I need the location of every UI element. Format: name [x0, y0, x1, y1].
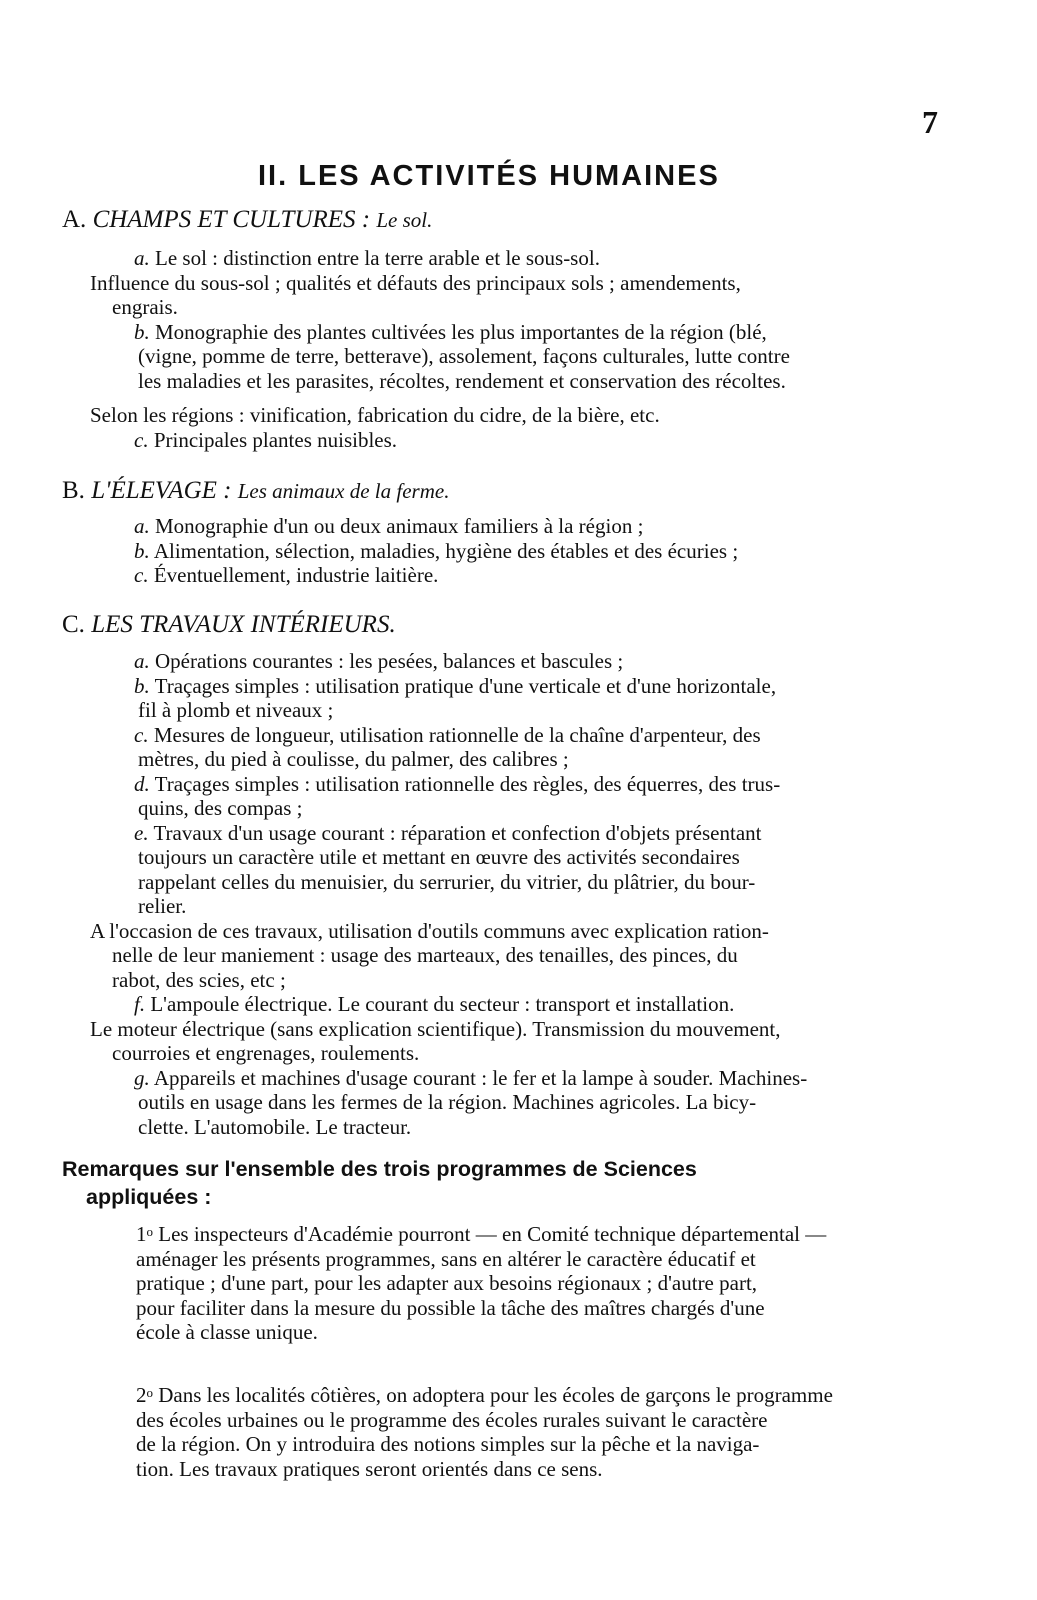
chapter-title: II. LES ACTIVITÉS HUMAINES	[258, 160, 720, 192]
section-b-heading: B. L'ÉLEVAGE : Les animaux de la ferme.	[62, 477, 450, 504]
remark-2: 2$^o$ Dans les localités côtières, on adoptera pour les écoles de garçons le programme des écoles urbaines ou le programme des écoles rurales suivant le caractère de la région. On y introduira des notions simples sur la pêche et la naviga- tion. Les travaux pratiques seront orientés dans ce sens.	[136, 1383, 833, 1481]
section-a-body: a. Le sol : distinction entre la terre arable et le sous-sol. Influence du sous-sol ; qualités et défauts des principaux sols ; amendements, engrais. b. Monographie des plantes cultivées les plus importantes de la région (blé, (vigne, pomme de terre, betterave), assolement, façons culturales, lutte contre les maladies et les parasites, récoltes, rendement et conservation des récoltes. Selon les régions : vinification, fabrication du cidre, de la bière, etc. c. Principales plantes nuisibles.	[90, 246, 940, 452]
item-c: c. Principales plantes nuisibles.	[134, 427, 398, 452]
section-c-body: a. Opérations courantes : les pesées, balances et bascules ; b. Traçages simples : utilisation pratique d'une verticale et d'une horizontale, fil à plomb et niveaux ; c. Mesures de longueur, utilisation rationnelle de la chaîne d'arpenteur, des mètres, du pied à coulisse, du palmer, des calibres ; d. Traçages simples : utilisation rationnelle des règles, des équerres, des trus- quins, des compas ; e. Travaux d'un usage courant : réparation et confection d'objets présentant toujours un caractère utile et mettant en œuvre des activités secondaires rappelant celles du menuisier, du serrurier, du vitrier, du plâtrier, du bour- relier. A l'occasion de ces travaux, utilisation d'outils communs avec explication ration- nelle de leur maniement : usage des marteaux, des tenailles, des pinces, du rabot, des scies, etc ; f. L'ampoule électrique. Le courant du secteur : transport et installation. Le moteur électrique (sans explication scientifique). Transmission du mouvement, courroies et engrenages, roulements. g. Appareils et machines d'usage courant : le fer et la lampe à souder. Machines- outils en usage dans les fermes de la région. Machines agricoles. La bicy- clette. L'automobile. Le tracteur.	[90, 649, 808, 1139]
section-c-heading: C. LES TRAVAUX INTÉRIEURS.	[62, 611, 396, 638]
section-b-body: a. Monographie d'un ou deux animaux familiers à la région ; b. Alimentation, sélection, maladies, hygiène des étables et des écuries ; c. Éventuellement, industrie laitière.	[134, 514, 739, 587]
section-a-heading: A. CHAMPS ET CULTURES : Le sol.	[62, 206, 433, 233]
item-b: b. Monographie des plantes cultivées les plus importantes de la région (blé,	[134, 319, 767, 344]
item-a: a. Le sol : distinction entre la terre arable et le sous-sol.	[134, 246, 600, 270]
remarks-title: Remarques sur l'ensemble des trois programmes de Sciences appliquées :	[62, 1157, 697, 1209]
remark-1: 1$^o$ Les inspecteurs d'Académie pourront — en Comité technique départemental — aménager les présents programmes, sans en altérer le caractère éducatif et pratique ; d'une part, pour les adapter aux besoins régionaux ; d'autre part, pour faciliter dans la mesure du possible la tâche des maîtres chargés d'une école à classe unique.	[136, 1222, 827, 1344]
page-number: 7	[922, 104, 938, 140]
